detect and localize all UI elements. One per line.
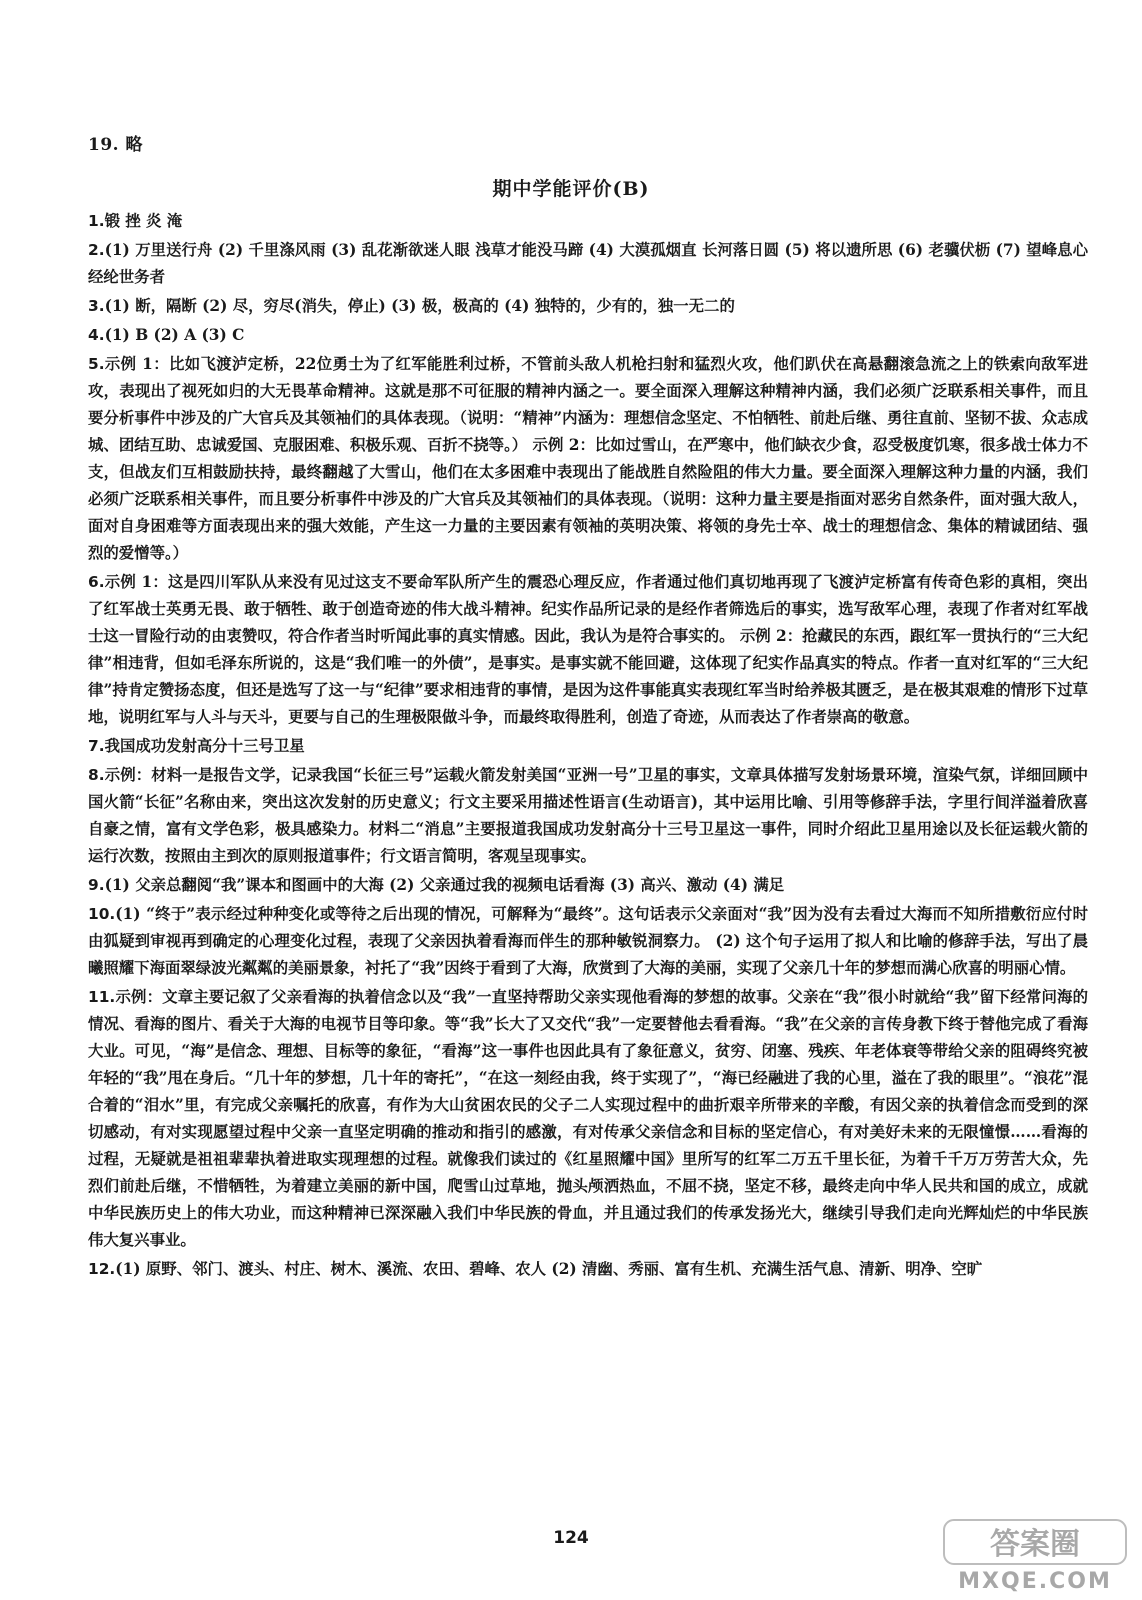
answer-item	[88, 984, 1088, 1254]
item-number: 1.	[88, 212, 105, 230]
item-number: 3.	[88, 297, 105, 315]
item-number: 2.	[88, 241, 105, 259]
answer-item	[88, 762, 1088, 870]
item-text: 示例 1：这是四川军队从来没有见过这支不要命军队所产生的震恐心理反应，作者通过他们真切地再现了飞渡泸定桥富有传奇色彩的真相，突出了红军战士英勇无畏、敢于牺牲、敢于创造奇迹的伟大战斗精神。纪实作品所记录的是经作者筛选后的事实，选写敌军心理，表现了作者对红军战士这一冒险行动的由衷赞叹，符合作者当时听闻此事的真实情感。因此，我认为是符合事实的。 示例 2：抢藏民的东西，跟红军一贯执行的“三大纪律”相违背，但如毛泽东所说的，这是“我们唯一的外债”，是事实。是事实就不能回避，这体现了纪实作品真实的特点。作者一直对红军的“三大纪律”持肯定赞扬态度，但还是选写了这一与“纪律”要求相违背的事情，是因为这件事能真实表现红军当时给养极其匮乏，是在极其艰难的情形下过草地，说明红军与人斗与天斗，更要与自己的生理极限做斗争，而最终取得胜利，创造了奇迹，从而表达了作者崇高的敬意。	[88, 573, 1088, 726]
item-number: 11.	[88, 988, 116, 1006]
answer-item	[88, 351, 1088, 567]
answer-item	[88, 293, 1088, 320]
item-number: 7.	[88, 737, 105, 755]
answer-list	[88, 208, 1088, 1285]
item-number: 10.	[88, 905, 116, 923]
item-text: 示例：材料一是报告文学，记录我国“长征三号”运载火箭发射美国“亚洲一号”卫星的事实，文章具体描写发射场景环境，渲染气氛，详细回顾中国火箭“长征”名称由来，突出这次发射的历史意义；行文主要采用描述性语言(生动语言)，其中运用比喻、引用等修辞手法，字里行间洋溢着欣喜自豪之情，富有文学色彩，极具感染力。材料二“消息”主要报道我国成功发射高分十三号卫星这一事件，同时介绍此卫星用途以及长征运载火箭的运行次数，按照由主到次的原则报道事件；行文语言简明，客观呈现事实。	[88, 766, 1088, 865]
item-text: (1) “终于”表示经过种种变化或等待之后出现的情况，可解释为“最终”。这句话表示父亲面对“我”因为没有去看过大海而不知所措敷衍应付时由狐疑到审视再到确定的心理变化过程，表现了父亲因执着看海而伴生的那种敏锐洞察力。 (2) 这个句子运用了拟人和比喻的修辞手法，写出了晨曦照耀下海面翠绿波光粼粼的美丽景象，衬托了“我”因终于看到了大海，欣赏到了大海的美丽，实现了父亲几十年的梦想而满心欣喜的明丽心情。	[88, 905, 1088, 977]
page-number: 124	[553, 1528, 589, 1548]
item-text: (1) 万里送行舟 (2) 千里涤风雨 (3) 乱花渐欲迷人眼 浅草才能没马蹄 (4) 大漠孤烟直 长河落日圆 (5) 将以遗所思 (6) 老骥伏枥 (7) 望峰息心 经纶世务者	[88, 241, 1088, 286]
item-text: (1) 父亲总翻阅“我”课本和图画中的大海 (2) 父亲通过我的视频电话看海 (3) 高兴、激动 (4) 满足	[104, 876, 785, 894]
item-text: 锻 挫 炎 淹	[104, 212, 183, 230]
item-text: (1) 断，隔断 (2) 尽，穷尽(消失，停止) (3) 极，极高的 (4) 独特的，少有的，独一无二的	[104, 297, 735, 315]
watermark-top-text: 答案圈	[990, 1527, 1080, 1562]
answer-item	[88, 569, 1088, 731]
watermark-bottom-text: MXQE.COM	[958, 1569, 1112, 1594]
answer-item	[88, 733, 1088, 760]
answer-item	[88, 208, 1088, 235]
item-19-answer: 19. 略	[88, 135, 143, 155]
answer-item	[88, 322, 1088, 349]
item-text: (1) B (2) A (3) C	[104, 326, 245, 344]
watermark-graphic	[940, 1514, 1130, 1594]
answer-item	[88, 237, 1088, 291]
item-number: 6.	[88, 573, 105, 591]
item-text: 示例 1：比如飞渡泸定桥，22位勇士为了红军能胜利过桥，不管前头敌人机枪扫射和猛烈火攻，他们趴伏在高悬翻滚急流之上的铁索向敌军进攻，表现出了视死如归的大无畏革命精神。这就是那不可征服的精神内涵之一。要全面深入理解这种精神内涵，我们必须广泛联系相关事件，而且要分析事件中涉及的广大官兵及其领袖们的具体表现。（说明：“精神”内涵为：理想信念坚定、不怕牺牲、前赴后继、勇往直前、坚韧不拔、众志成城、团结互助、忠诚爱国、克服困难、积极乐观、百折不挠等。） 示例 2：比如过雪山，在严寒中，他们缺衣少食，忍受极度饥寒，很多战士体力不支，但战友们互相鼓励扶持，最终翻越了大雪山，他们在太多困难中表现出了能战胜自然险阻的伟大力量。要全面深入理解这种力量的内涵，我们必须广泛联系相关事件，而且要分析事件中涉及的广大官兵及其领袖们的具体表现。（说明：这种力量主要是指面对恶劣自然条件，面对强大敌人，面对自身困难等方面表现出来的强大效能，产生这一力量的主要因素有领袖的英明决策、将领的身先士卒、战士的理想信念、集体的精诚团结、强烈的爱憎等。）	[88, 355, 1088, 562]
answer-item	[88, 901, 1088, 982]
item-text: 我国成功发射高分十三号卫星	[104, 737, 305, 755]
item-text: (1) 原野、邻门、渡头、村庄、树木、溪流、农田、碧峰、农人 (2) 清幽、秀丽、富有生机、充满生活气息、清新、明净、空旷	[115, 1260, 983, 1278]
answer-item	[88, 1256, 1088, 1283]
item-text: 示例：文章主要记叙了父亲看海的执着信念以及“我”一直坚持帮助父亲实现他看海的梦想的故事。父亲在“我”很小时就给“我”留下经常问海的情况、看海的图片、看关于大海的电视节目等印象。等“我”长大了又交代“我”一定要替他去看看海。“我”在父亲的言传身教下终于替他完成了看海大业。可见，“海”是信念、理想、目标等的象征，“看海”这一事件也因此具有了象征意义，贫穷、闭塞、残疾、年老体衰等带给父亲的阻碍终究被年轻的“我”甩在身后。“几十年的梦想，几十年的寄托”，“在这一刻经由我，终于实现了”，“海已经融进了我的心里，溢在了我的眼里”。“浪花”混合着的“泪水”里，有完成父亲嘱托的欣喜，有作为大山贫困农民的父子二人实现过程中的曲折艰辛所带来的辛酸，有因父亲的执着信念而受到的深切感动，有对实现愿望过程中父亲一直坚定明确的推动和指引的感激，有对传承父亲信念和目标的坚定信心，有对美好未来的无限憧憬……看海的过程，无疑就是祖祖辈辈执着进取实现理想的过程。就像我们读过的《红星照耀中国》里所写的红军二万五千里长征，为着千千万万劳苦大众，先烈们前赴后继，不惜牺牲，为着建立美丽的新中国，爬雪山过草地，抛头颅洒热血，不屈不挠，坚定不移，最终走向中华人民共和国的成立，成就中华民族历史上的伟大功业，而这种精神已深深融入我们中华民族的骨血，并且通过我们的传承发扬光大，继续引导我们走向光辉灿烂的中华民族伟大复兴事业。	[88, 988, 1088, 1249]
item-number: 5.	[88, 355, 105, 373]
item-number: 8.	[88, 766, 105, 784]
item-number: 4.	[88, 326, 105, 344]
item-number: 9.	[88, 876, 105, 894]
answer-item	[88, 872, 1088, 899]
item-number: 12.	[88, 1260, 116, 1278]
watermark-logo	[940, 1514, 1130, 1594]
section-title: 期中学能评价(B)	[492, 178, 650, 200]
